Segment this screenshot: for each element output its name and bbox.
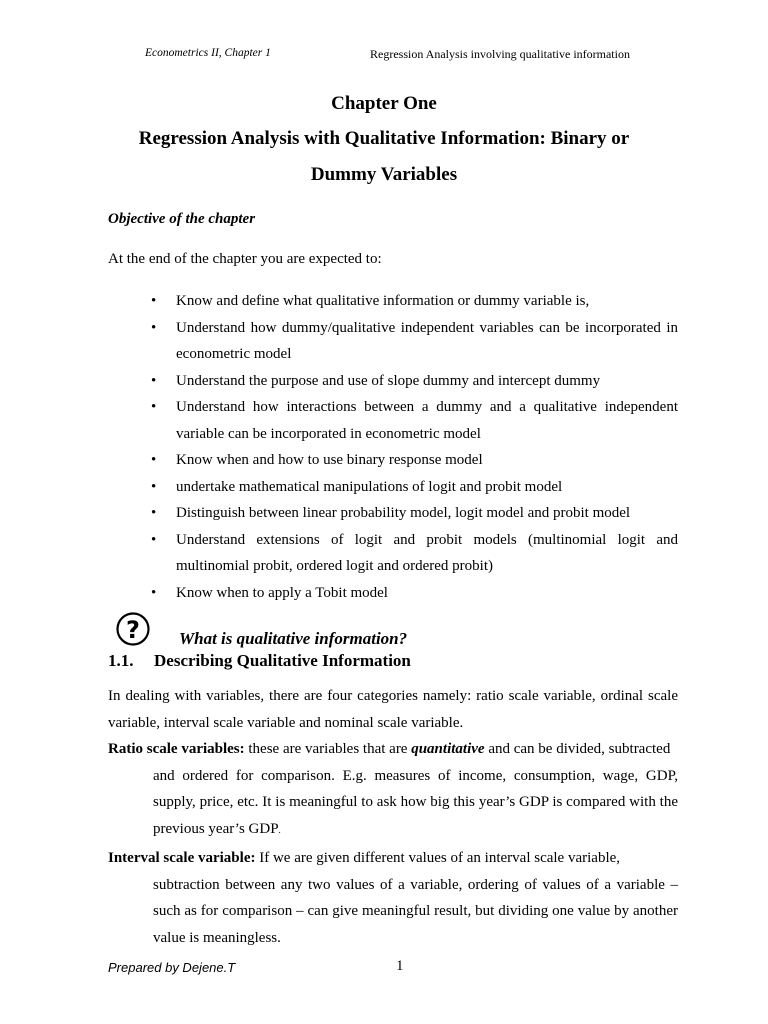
chapter-subtitle-line2: Dummy Variables xyxy=(310,164,458,185)
section-title: Describing Qualitative Information xyxy=(154,651,411,670)
list-item: • Know and define what qualitative information or dummy variable is, xyxy=(0,288,678,315)
question-mark-circle-icon xyxy=(116,612,150,646)
bullet-icon: • xyxy=(151,319,157,336)
emphasis-text: quantitative xyxy=(411,741,485,757)
section-heading xyxy=(108,651,411,671)
list-item: • Know when and how to use binary response model xyxy=(0,447,678,474)
list-item: • Distinguish between linear probability model, logit model and probit model xyxy=(0,500,678,527)
bullet-icon: • xyxy=(151,293,157,309)
chapter-subtitle-line1: Regression Analysis with Qualitative Information: Binary or xyxy=(138,128,630,149)
ratio-scale-definition: Ratio scale variables: these are variables that are quantitative and can be divided, subtracted and ordered for comparison. E.g. measures of income, consumption, wage, GDP, supply, price, etc. It is meaningful to ask how big this year’s GDP is compared with the previous year’s GDP. xyxy=(108,741,678,837)
list-item: • Understand extensions of logit and probit models (multinomial logit and multinomial probit, ordered logit and ordered probit) xyxy=(0,527,678,580)
objectives-list xyxy=(0,288,768,606)
bullet-icon: • xyxy=(151,478,157,495)
definition-term: Ratio scale variables: xyxy=(108,741,245,757)
list-item: • Know when to apply a Tobit model xyxy=(0,580,678,607)
list-item: • undertake mathematical manipulations of logit and probit model xyxy=(0,474,678,501)
list-item: • Understand the purpose and use of slope dummy and intercept dummy xyxy=(0,368,678,395)
svg-text:?: ? xyxy=(126,616,140,644)
footer-author: Prepared by Dejene.T xyxy=(108,960,236,975)
bullet-icon: • xyxy=(151,531,157,548)
header-left: Econometrics II, Chapter 1 xyxy=(145,47,271,59)
definition-term: Interval scale variable: xyxy=(108,850,256,866)
bullet-icon: • xyxy=(151,452,157,468)
objective-heading: Objective of the chapter xyxy=(108,211,256,227)
question-heading: What is qualitative information? xyxy=(179,629,408,648)
bullet-icon: • xyxy=(151,505,157,521)
chapter-title: Chapter One xyxy=(331,93,437,114)
paragraph: In dealing with variables, there are four categories namely: ratio scale variable, ordinal scale variable, interval scale variable and nominal scale variable. xyxy=(108,688,678,731)
page-number: 1 xyxy=(396,958,404,974)
list-item: • Understand how interactions between a dummy and a qualitative independent variable can be incorporated in econometric model xyxy=(0,394,678,447)
bullet-icon: • xyxy=(151,399,157,415)
bullet-icon: • xyxy=(151,372,157,389)
list-item: • Understand how dummy/qualitative independent variables can be incorporated in econometric model xyxy=(0,315,678,368)
interval-scale-definition: Interval scale variable: If we are given different values of an interval scale variable, subtraction between any two values of a variable, ordering of values of a variable – such as for comparison – can give meaningful result, but dividing one value by another value is meaningless. xyxy=(108,850,678,946)
bullet-icon: • xyxy=(151,584,157,601)
intro-text: At the end of the chapter you are expected to: xyxy=(108,251,382,267)
header-right: Regression Analysis involving qualitative information xyxy=(370,47,630,61)
section-number: 1.1. xyxy=(108,651,134,670)
